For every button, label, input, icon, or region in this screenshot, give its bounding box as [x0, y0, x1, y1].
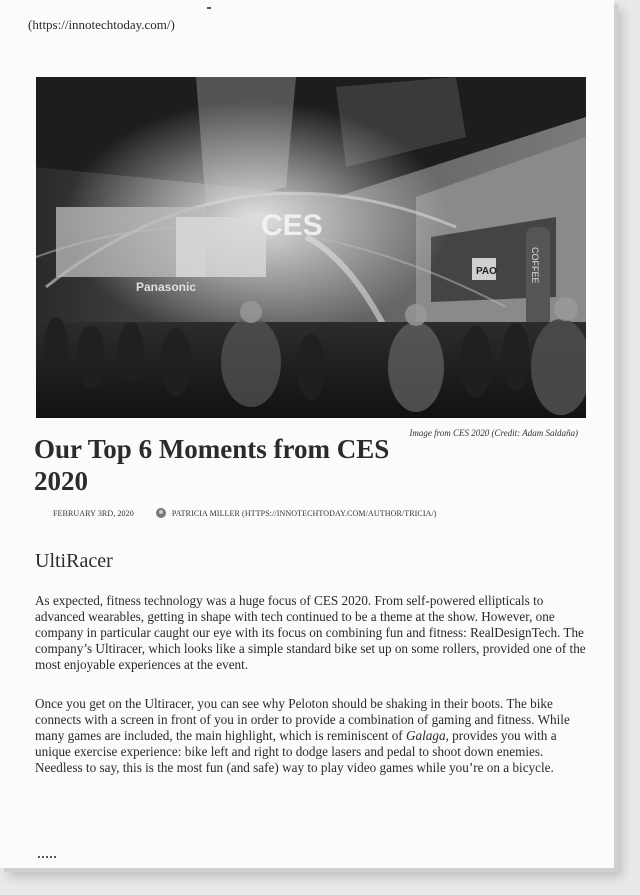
ces-sign: CES: [261, 209, 323, 242]
section-heading: UltiRacer: [35, 550, 113, 572]
article-photo: [36, 77, 586, 418]
author-icon: [156, 508, 166, 518]
article-title: Our Top 6 Moments from CES 2020: [34, 434, 390, 496]
panasonic-sign: Panasonic: [136, 280, 197, 294]
article-author: PATRICIA MILLER (HTTPS://INNOTECHTODAY.COM/AUTHOR/TRICIA/): [171, 508, 437, 518]
pao-sign: PAO: [476, 266, 497, 277]
paragraph-2: [35, 696, 590, 776]
article-date: FEBRUARY 3RD, 2020: [53, 508, 134, 518]
source-url: (https://innotechtoday.com/): [28, 17, 175, 32]
scan-mark: [207, 7, 211, 9]
article-meta: [53, 508, 437, 518]
game-title: Galaga: [406, 728, 446, 743]
paragraph-1: As expected, fitness technology was a huge focus of CES 2020. From self-powered ellipticals to advanced wearables, getting in shape with tech continued to be a theme at the show. However, one company in particular caught our eye with its focus on combining fun and fitness: RealDesignTech. The company’s Ultiracer, which looks like a simple standard bike set up on some rollers, provided one of the most enjoyable experiences at the event.: [35, 593, 586, 672]
coffee-sign: COFFEE: [530, 247, 540, 284]
paragraph-2-text-start: Once you get on the Ultiracer, you can see why Peloton should be shaking in their boots. The bike connects with a screen in front of you in order to provide a combination of gaming and fitness. While many games are included, the main highlight, which is reminiscent of: [35, 696, 570, 743]
paragraph-2-text-end: , provides you with a unique exercise experience: bike left and right to dodge lasers and pedal to shoot down enemies. Needless to say, this is the most fun (and safe) way to play video games while you’re on a bicycle.: [35, 728, 557, 775]
page-mark: [38, 856, 56, 860]
photo-caption: Image from CES 2020 (Credit: Adam Saldaña): [409, 428, 578, 438]
